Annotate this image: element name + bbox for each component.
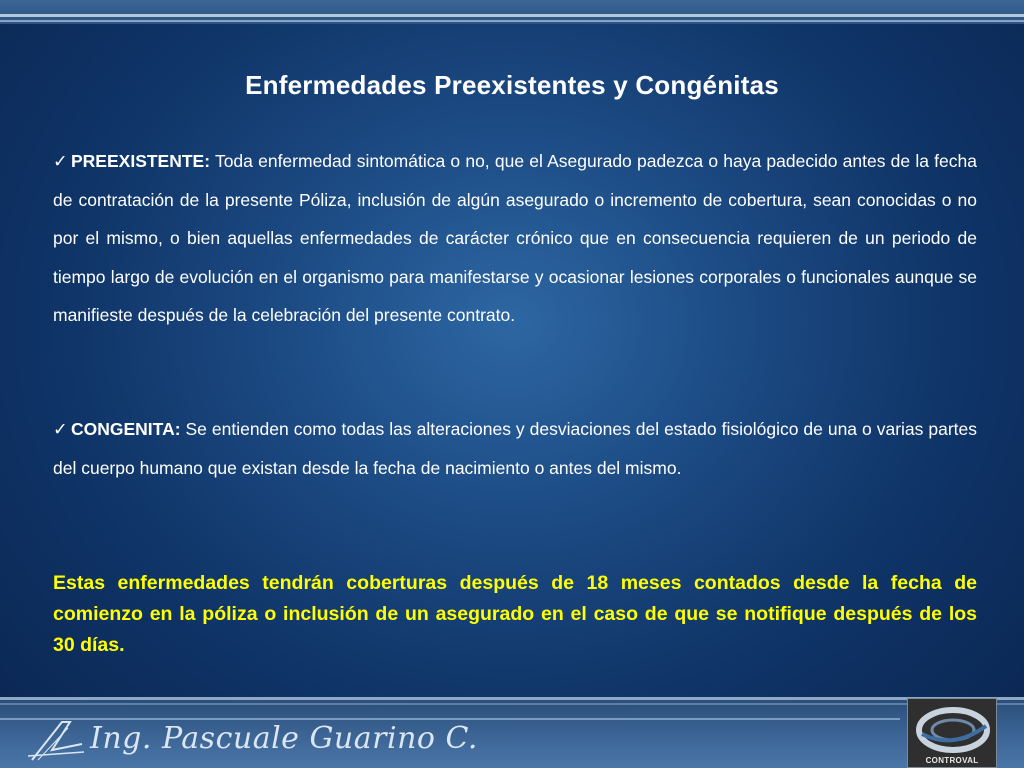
controval-logo-icon [916, 706, 990, 754]
footer-divider-secondary [0, 703, 1024, 705]
company-logo [907, 698, 997, 768]
footer-divider [0, 697, 1024, 700]
congenita-paragraph [53, 410, 977, 487]
signature-mark-icon [24, 716, 94, 764]
preexistente-paragraph [53, 142, 977, 335]
top-divider [0, 14, 1024, 17]
logo-label: CONTROVAL [925, 756, 979, 765]
author-signature: Ing. Pascuale Guarino C. [90, 721, 478, 756]
congenita-term: CONGENITA: [71, 419, 181, 439]
slide-title: Enfermedades Preexistentes y Congénitas [245, 70, 779, 100]
coverage-note: Estas enfermedades tendrán coberturas después de 18 meses contados desde la fecha de comienzo en la póliza o inclusión de un asegurado en el caso de que se notifique después de los 30 días. [53, 572, 977, 656]
preexistente-text: Toda enfermedad sintomática o no, que el Asegurado padezca o haya padecido antes de la fecha de contratación de la presente Póliza, inclusión de algún asegurado o incremento de cobertura, sean conocidas o no por el mismo, o bien aquellas enfermedades de carácter crónico que en consecuencia requieren de un periodo de tiempo largo de evolución en el organismo para manifestarse y ocasionar lesiones corporales o funcionales aunque se manifieste después de la celebración del presente contrato. [53, 151, 977, 325]
congenita-text: Se entienden como todas las alteraciones y desviaciones del estado fisiológico de una o varias partes del cuerpo humano que existan desde la fecha de nacimiento o antes del mismo. [53, 419, 977, 478]
checkmark-icon: ✓ [53, 419, 68, 439]
checkmark-icon: ✓ [53, 151, 68, 171]
footer-divider-tertiary [0, 718, 900, 720]
top-divider-secondary [0, 20, 1024, 22]
preexistente-term: PREEXISTENTE: [71, 151, 211, 171]
